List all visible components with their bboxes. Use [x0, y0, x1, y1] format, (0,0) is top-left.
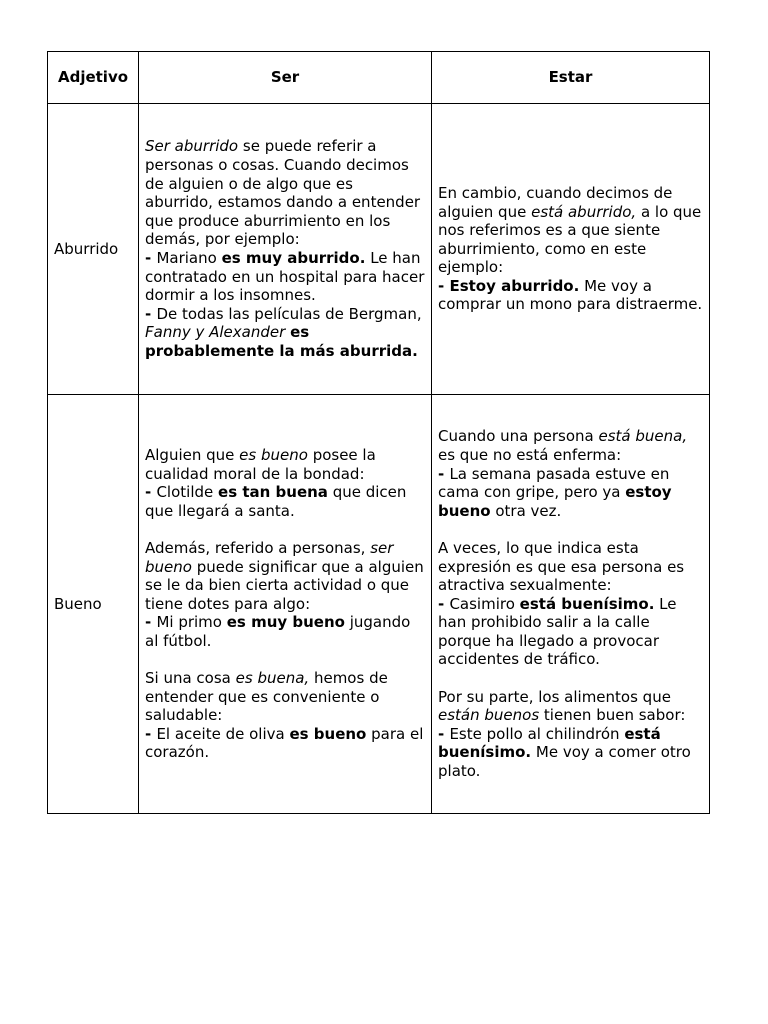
text-run: De todas las películas de Bergman,: [156, 304, 422, 323]
text-run: A veces, lo que indica esta expresión es que esa persona es atractiva sexualmente:: [438, 538, 685, 595]
paragraph: [438, 184, 703, 277]
paragraph-gap: [438, 669, 703, 688]
text-run: para el corazón.: [145, 724, 424, 762]
text-run: es probablemente la más aburrida.: [145, 323, 418, 360]
text-run: Mi primo: [156, 613, 227, 632]
text-run: - Estoy aburrido.: [438, 276, 580, 295]
text-run: Si una cosa: [145, 669, 236, 688]
text-run: La semana pasada estuve en cama con gripe, pero ya: [438, 464, 670, 502]
paragraph: [145, 305, 425, 361]
paragraph: [145, 446, 425, 483]
text-run: Por su parte, los alimentos que: [438, 687, 671, 706]
text-run: es muy aburrido.: [221, 249, 366, 267]
text-run: El aceite de oliva: [156, 724, 290, 743]
text-run: Casimiro: [449, 594, 520, 613]
table-row: [48, 104, 710, 395]
text-run: -: [145, 724, 157, 743]
text-run: Ser aburrido: [145, 137, 239, 156]
text-run: es bueno: [289, 724, 367, 743]
paragraph: [145, 669, 425, 725]
paragraph-gap: [145, 520, 425, 539]
text-run: que dicen que llegará a santa.: [145, 483, 407, 520]
text-run: estoy bueno: [438, 483, 672, 520]
text-run: Le han prohibido salir a la calle porque ha llegado a provocar accidentes de tráfico.: [438, 594, 677, 669]
ser-cell: [139, 395, 432, 814]
estar-cell: [432, 104, 710, 395]
text-run: es bueno: [239, 445, 308, 464]
paragraph: [145, 613, 425, 650]
text-run: -: [145, 483, 157, 502]
table-row: [48, 395, 710, 814]
paragraph: [438, 465, 703, 521]
paragraph-gap: [145, 650, 425, 669]
adjective-cell: Bueno: [48, 395, 139, 814]
paragraph: [438, 277, 703, 314]
text-run: posee la cualidad moral de la bondad:: [145, 445, 376, 483]
text-run: En cambio, cuando decimos de alguien que: [438, 183, 673, 221]
text-run: están buenos: [438, 706, 540, 725]
text-run: es muy bueno: [226, 613, 345, 632]
text-run: Le han contratado en un hospital para hacer dormir a los insomnes.: [145, 249, 425, 305]
paragraph: [438, 688, 703, 725]
paragraph: [145, 539, 425, 613]
text-run: -: [438, 724, 450, 743]
estar-cell: [432, 395, 710, 814]
text-run: ser bueno: [145, 538, 394, 576]
text-run: otra vez.: [490, 501, 562, 520]
text-run: -: [145, 613, 157, 632]
header-row: [48, 52, 710, 104]
text-run: -: [438, 464, 450, 483]
text-run: -: [438, 594, 450, 613]
paragraph-gap: [438, 520, 703, 539]
text-run: Me voy a comer otro plato.: [438, 743, 691, 781]
text-run: Este pollo al chilindrón: [449, 724, 625, 743]
text-run: es que no está enferma:: [438, 445, 622, 464]
text-run: está buenísimo.: [438, 724, 661, 762]
paragraph: [438, 539, 703, 595]
header-estar: Estar: [432, 52, 710, 104]
text-run: Fanny y Alexander: [145, 323, 286, 342]
text-run: -: [145, 249, 157, 267]
text-run: -: [145, 304, 157, 323]
text-run: hemos de entender que es conveniente o saludable:: [145, 669, 388, 725]
paragraph: [145, 483, 425, 520]
text-run: a lo que nos referimos es a que siente aburrimiento, como en este ejemplo:: [438, 202, 702, 277]
text-run: está buena,: [598, 427, 688, 446]
text-run: está aburrido,: [531, 202, 637, 221]
paragraph: [438, 595, 703, 669]
paragraph: [145, 137, 425, 249]
ser-estar-table: [47, 51, 710, 814]
text-run: es buena,: [235, 669, 310, 688]
text-run: jugando al fútbol.: [145, 613, 411, 650]
text-run: Me voy a comprar un mono para distraerme.: [438, 276, 703, 314]
paragraph: [438, 427, 703, 464]
text-run: Además, referido a personas,: [145, 538, 371, 557]
text-run: Mariano: [156, 249, 222, 267]
paragraph: [145, 725, 425, 762]
text-run: está buenísimo.: [519, 594, 655, 613]
text-run: se puede referir a personas o cosas. Cuando decimos de alguien o de algo que es aburrido, estamos dando a entender que produce aburrimiento en los demás, por ejemplo:: [145, 137, 421, 249]
ser-cell: [139, 104, 432, 395]
header-adjective: Adjetivo: [48, 52, 139, 104]
text-run: es tan buena: [218, 483, 328, 502]
text-run: Cuando una persona: [438, 427, 599, 446]
text-run: Alguien que: [145, 445, 240, 464]
text-run: Clotilde: [156, 483, 219, 502]
text-run: puede significar que a alguien se le da bien cierta actividad o que tiene dotes para algo:: [145, 557, 424, 613]
paragraph: [438, 725, 703, 781]
header-ser: Ser: [139, 52, 432, 104]
adjective-cell: Aburrido: [48, 104, 139, 395]
paragraph: [145, 249, 425, 305]
text-run: tienen buen sabor:: [539, 706, 686, 725]
